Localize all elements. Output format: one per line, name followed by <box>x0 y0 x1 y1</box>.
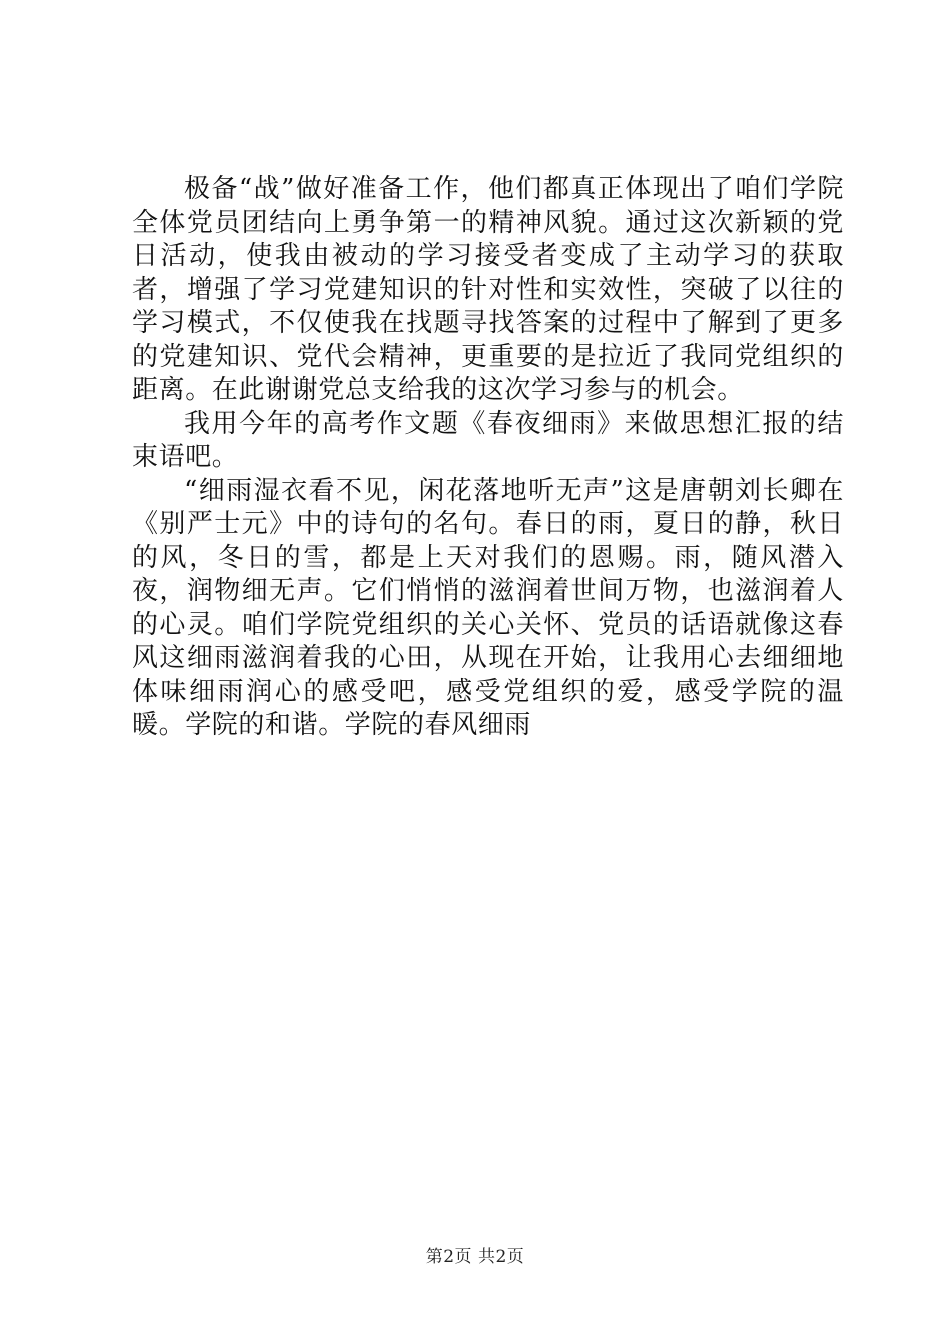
page-footer: 第2页 共2页 <box>425 1247 525 1267</box>
paragraph-3: “细雨湿衣看不见，闲花落地听无声”这是唐朝刘长卿在《别严士元》中的诗句的名句。春日的雨，夏日的静，秋日的风，冬日的雪，都是上天对我们的恩赐。雨，随风潜入夜，润物细无声。它们悄悄的滋润着世间万物，也滋润着人的心灵。咱们学院党组织的关心关怀、党员的话语就像这春风这细雨滋润着我的心田，从现在开始，让我用心去细细地体味细雨润心的感受吧，感受党组织的爱，感受学院的温暖。学院的和谐。学院的春风细雨 <box>132 475 844 740</box>
paragraph-2: 我用今年的高考作文题《春夜细雨》来做思想汇报的结束语吧。 <box>132 408 844 472</box>
body-text <box>132 173 844 743</box>
paragraph-1: 极备“战”做好准备工作，他们都真正体现出了咱们学院全体党员团结向上勇争第一的精神风貌。通过这次新颖的党日活动，使我由被动的学习接受者变成了主动学习的获取者，增强了学习党建知识的针对性和实效性，突破了以往的学习模式，不仅使我在找题寻找答案的过程中了解到了更多的党建知识、党代会精神，更重要的是拉近了我同党组织的距离。在此谢谢党总支给我的这次学习参与的机会。 <box>132 174 844 405</box>
